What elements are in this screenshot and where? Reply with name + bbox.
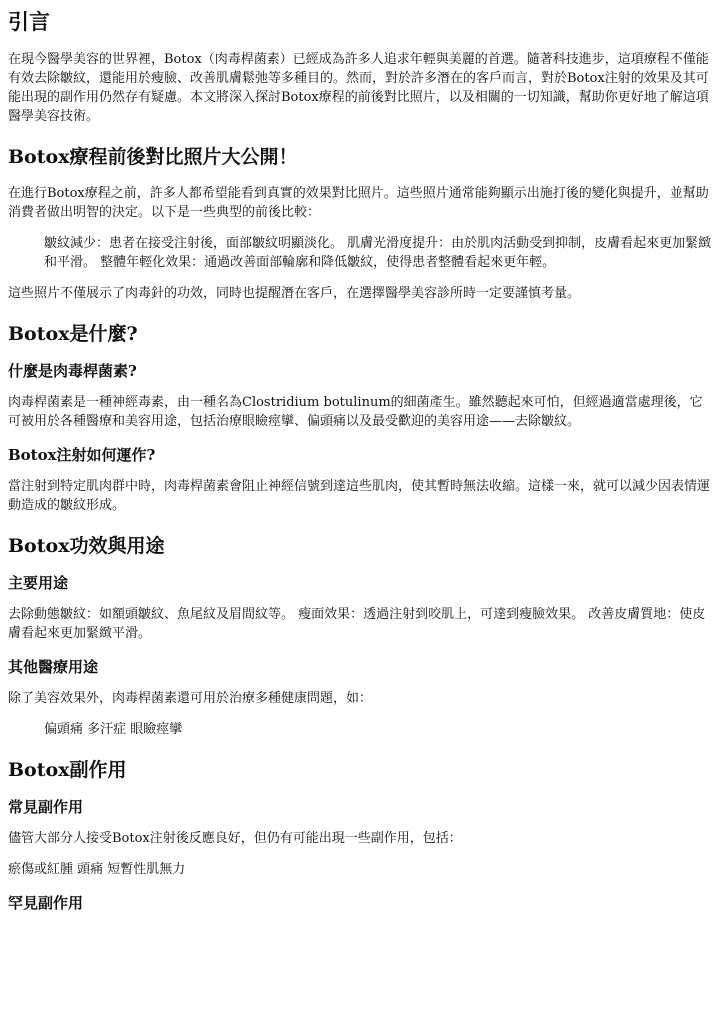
common-side-effects-paragraph: 儘管大部分人接受Botox注射後反應良好，但仍有可能出現一些副作用，包括：	[8, 831, 462, 846]
common-side-effects-list: 瘀傷或紅腫 頭痛 短暫性肌無力	[8, 862, 186, 877]
article	[0, 8, 720, 913]
intro-heading: 引言	[8, 10, 50, 34]
what-heading: Botox是什麼?	[8, 323, 138, 345]
other-use-paragraph: 除了美容效果外，肉毒桿菌素還可用於治療多種健康問題，如：	[8, 691, 373, 706]
how-paragraph: 當注射到特定肌肉群中時，肉毒桿菌素會阻止神經信號到達這些肌肉，使其暫時無法收縮。這樣一來，就可以減少因表情運動造成的皺紋形成。	[8, 479, 711, 513]
side-effects-heading: Botox副作用	[8, 759, 127, 781]
compare-list: 皺紋減少：患者在接受注射後，面部皺紋明顯淡化。 肌膚光滑度提升：由於肌肉活動受到抑制，皮膚看起來更加緊緻和平滑。 整體年輕化效果：通過改善面部輪廓和降低皺紋，使得患者整體看起來更年輕。	[44, 236, 712, 270]
compare-paragraph: 在進行Botox療程之前，許多人都希望能看到真實的效果對比照片。這些照片通常能夠顯示出施打後的變化與提升，並幫助消費者做出明智的決定。以下是一些典型的前後比較：	[8, 186, 709, 220]
rare-side-effects-subheading: 罕見副作用	[8, 894, 84, 912]
effect-heading: Botox功效與用途	[8, 535, 165, 557]
compare-heading: Botox療程前後對比照片大公開！	[8, 146, 298, 168]
main-use-paragraph: 去除動態皺紋：如額頭皺紋、魚尾紋及眉間紋等。 瘦面效果：透過注射到咬肌上，可達到瘦臉效果。 改善皮膚質地：使皮膚看起來更加緊緻平滑。	[8, 607, 706, 641]
compare-note: 這些照片不僅展示了肉毒針的功效，同時也提醒潛在客戶，在選擇醫學美容診所時一定要謹慎考量。	[8, 286, 581, 301]
what-subheading: 什麼是肉毒桿菌素?	[8, 362, 137, 380]
how-subheading: Botox注射如何運作?	[8, 446, 156, 464]
common-side-effects-subheading: 常見副作用	[8, 798, 84, 816]
what-paragraph: 肉毒桿菌素是一種神經毒素，由一種名為Clostridium botulinum的細菌產生。雖然聽起來可怕，但經過適當處理後，它可被用於各種醫療和美容用途，包括治療眼瞼痙攣、偏頭痛以及最受歡迎的美容用途——去除皺紋。	[8, 395, 703, 429]
other-use-list: 偏頭痛 多汗症 眼瞼痙攣	[44, 722, 183, 737]
other-use-subheading: 其他醫療用途	[8, 658, 99, 676]
main-use-subheading: 主要用途	[8, 574, 69, 592]
intro-paragraph: 在現今醫學美容的世界裡，Botox（肉毒桿菌素）已經成為許多人追求年輕與美麗的首選。隨著科技進步，這項療程不僅能有效去除皺紋，還能用於瘦臉、改善肌膚鬆弛等多種目的。然而，對於許多潛在的客戶而言，對於Botox注射的效果及其可能出現的副作用仍然存有疑慮。本文將深入探討Botox療程的前後對比照片，以及相關的一切知識，幫助你更好地了解這項醫學美容技術。	[8, 52, 709, 124]
